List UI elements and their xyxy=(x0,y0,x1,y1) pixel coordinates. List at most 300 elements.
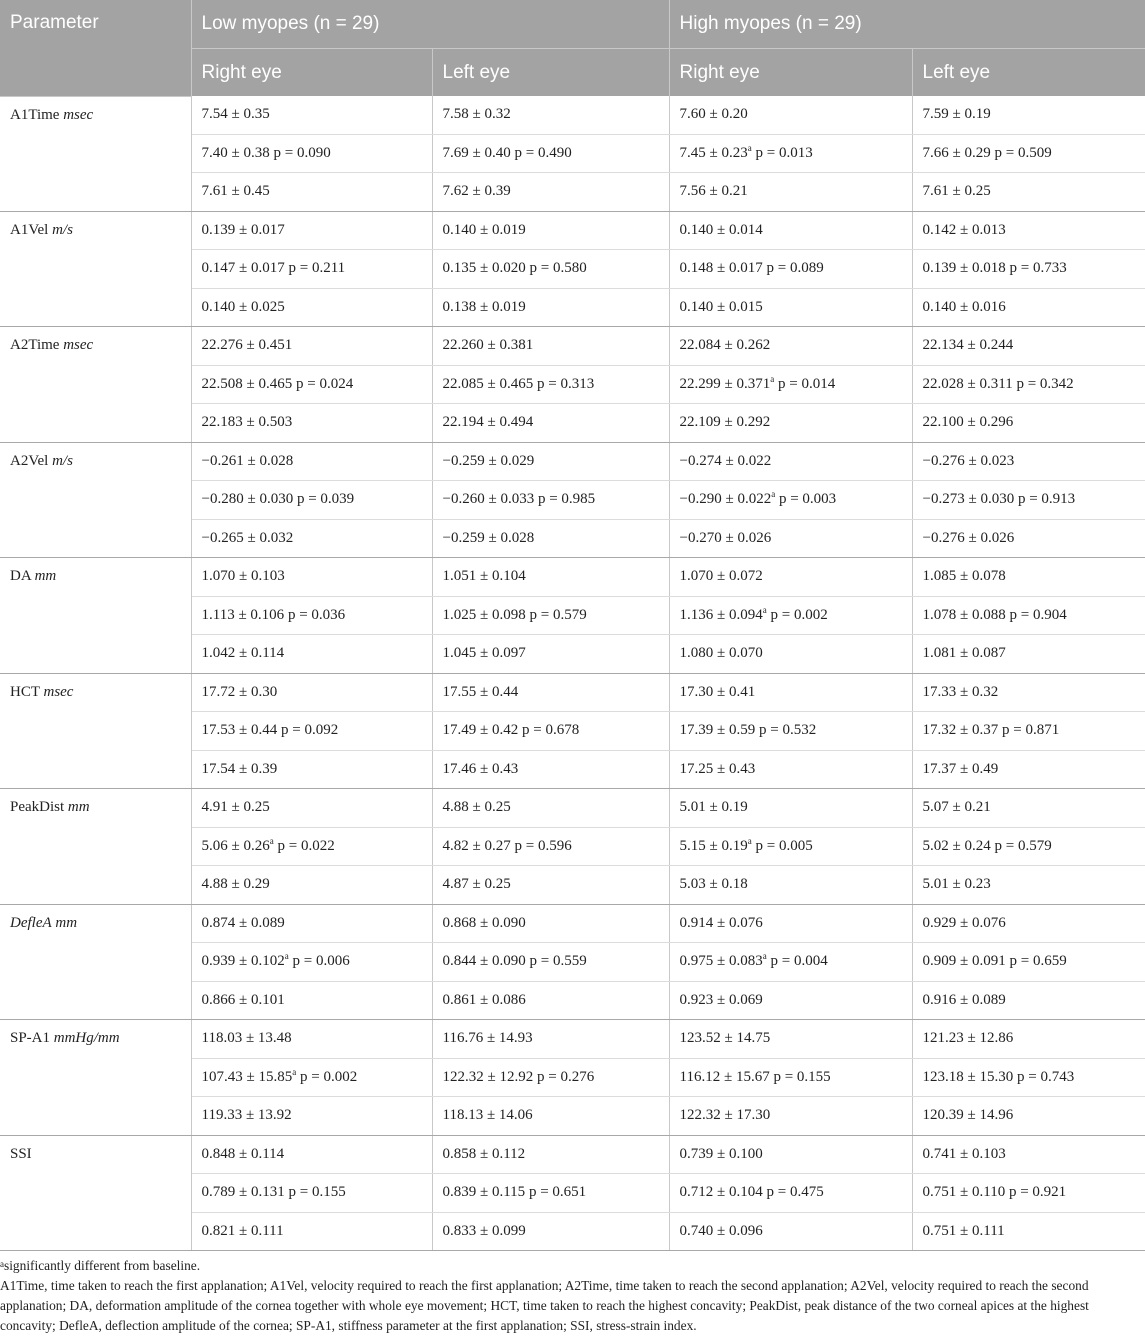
p-value: p = 0.580 xyxy=(529,260,587,277)
value-cell xyxy=(912,943,1145,982)
mean-sd-value: 0.741 ± 0.103 xyxy=(922,1145,1006,1162)
value-cell xyxy=(432,173,669,212)
value-cell xyxy=(912,1174,1145,1213)
mean-sd-value: 0.848 ± 0.114 xyxy=(201,1145,285,1162)
p-value: p = 0.342 xyxy=(1016,375,1074,392)
mean-sd-value: 116.12 ± 15.67 xyxy=(679,1068,770,1085)
p-value: p = 0.211 xyxy=(288,260,346,277)
parameter-name: A1Time xyxy=(10,106,60,123)
value-cell xyxy=(191,442,432,481)
mean-sd-value: 0.929 ± 0.076 xyxy=(922,914,1006,931)
p-value: p = 0.559 xyxy=(529,953,587,970)
value-cell xyxy=(669,750,912,789)
mean-sd-value: 4.82 ± 0.27 xyxy=(442,837,511,854)
mean-sd-value: −0.259 ± 0.029 xyxy=(442,452,535,469)
mean-sd-value: 7.62 ± 0.39 xyxy=(442,183,511,200)
value-cell xyxy=(432,558,669,597)
mean-sd-value: 17.25 ± 0.43 xyxy=(679,760,756,777)
value-cell xyxy=(912,1135,1145,1174)
high-left-eye-header: Left eye xyxy=(912,49,1145,97)
mean-sd-value: 7.45 ± 0.23 xyxy=(679,144,748,161)
mean-sd-value: −0.290 ± 0.022 xyxy=(679,491,772,508)
p-value: p = 0.004 xyxy=(770,953,828,970)
mean-sd-value: 7.59 ± 0.19 xyxy=(922,106,991,123)
value-cell xyxy=(912,1058,1145,1097)
value-cell xyxy=(912,904,1145,943)
mean-sd-value: −0.265 ± 0.032 xyxy=(201,529,294,546)
mean-sd-value: 0.139 ± 0.017 xyxy=(201,221,285,238)
value-cell xyxy=(669,635,912,674)
value-cell xyxy=(191,712,432,751)
p-value: p = 0.743 xyxy=(1017,1068,1075,1085)
p-value: p = 0.579 xyxy=(529,606,587,623)
mean-sd-value: 22.276 ± 0.451 xyxy=(201,337,293,354)
table-row xyxy=(0,211,1145,250)
mean-sd-value: 1.081 ± 0.087 xyxy=(922,645,1006,662)
parameter-name: A2Vel xyxy=(10,452,49,469)
parameter-cell xyxy=(0,211,191,327)
p-value: p = 0.002 xyxy=(770,606,828,623)
value-cell xyxy=(191,827,432,866)
mean-sd-value: 1.085 ± 0.078 xyxy=(922,568,1006,585)
value-cell xyxy=(191,943,432,982)
mean-sd-value: −0.276 ± 0.023 xyxy=(922,452,1015,469)
mean-sd-value: 17.46 ± 0.43 xyxy=(442,760,519,777)
significance-marker: a xyxy=(770,373,775,384)
table-body xyxy=(0,96,1145,1251)
table-row xyxy=(0,96,1145,134)
value-cell xyxy=(432,943,669,982)
mean-sd-value: 0.140 ± 0.015 xyxy=(679,298,763,315)
mean-sd-value: 0.866 ± 0.101 xyxy=(201,991,285,1008)
value-cell xyxy=(432,1212,669,1251)
parameter-unit: m/s xyxy=(52,221,73,238)
mean-sd-value: 0.923 ± 0.069 xyxy=(679,991,763,1008)
mean-sd-value: 1.113 ± 0.106 xyxy=(201,606,285,623)
p-value: p = 0.532 xyxy=(759,722,817,739)
value-cell xyxy=(432,288,669,327)
parameter-cell xyxy=(0,327,191,443)
value-cell xyxy=(191,404,432,443)
value-cell xyxy=(912,750,1145,789)
value-cell xyxy=(191,1058,432,1097)
mean-sd-value: 22.109 ± 0.292 xyxy=(679,414,771,431)
mean-sd-value: 4.88 ± 0.25 xyxy=(442,799,511,816)
parameter-cell xyxy=(0,904,191,1020)
value-cell xyxy=(432,827,669,866)
significance-marker: a xyxy=(762,604,767,615)
p-value: p = 0.509 xyxy=(994,144,1052,161)
mean-sd-value: 7.56 ± 0.21 xyxy=(679,183,748,200)
mean-sd-value: 0.139 ± 0.018 xyxy=(922,260,1006,277)
p-value: p = 0.921 xyxy=(1008,1184,1067,1201)
mean-sd-value: 0.858 ± 0.112 xyxy=(442,1145,526,1162)
value-cell xyxy=(191,1020,432,1059)
mean-sd-value: 17.54 ± 0.39 xyxy=(201,760,278,777)
mean-sd-value: 22.028 ± 0.311 xyxy=(922,375,1013,392)
mean-sd-value: 123.52 ± 14.75 xyxy=(679,1030,771,1047)
mean-sd-value: −0.260 ± 0.033 xyxy=(442,491,535,508)
mean-sd-value: 0.833 ± 0.099 xyxy=(442,1222,526,1239)
value-cell xyxy=(912,173,1145,212)
mean-sd-value: −0.276 ± 0.026 xyxy=(922,529,1015,546)
value-cell xyxy=(432,1174,669,1213)
value-cell xyxy=(669,288,912,327)
value-cell xyxy=(191,96,432,134)
value-cell xyxy=(912,481,1145,520)
p-value: p = 0.596 xyxy=(514,837,572,854)
parameter-name: DA xyxy=(10,568,31,584)
mean-sd-value: 17.32 ± 0.37 xyxy=(922,722,999,739)
p-value: p = 0.003 xyxy=(778,491,837,508)
value-cell xyxy=(669,904,912,943)
value-cell xyxy=(432,673,669,712)
value-cell xyxy=(191,673,432,712)
value-cell xyxy=(669,404,912,443)
mean-sd-value: 0.874 ± 0.089 xyxy=(201,914,285,931)
significance-marker: a xyxy=(284,951,289,962)
p-value: p = 0.155 xyxy=(288,1184,346,1201)
value-cell xyxy=(432,481,669,520)
mean-sd-value: 0.839 ± 0.115 xyxy=(442,1184,526,1201)
mean-sd-value: 4.88 ± 0.29 xyxy=(201,876,270,893)
value-cell xyxy=(912,250,1145,289)
low-myopes-header: Low myopes (n = 29) xyxy=(191,0,669,49)
high-right-eye-header: Right eye xyxy=(669,49,912,97)
mean-sd-value: 17.39 ± 0.59 xyxy=(679,722,756,739)
mean-sd-value: 0.789 ± 0.131 xyxy=(201,1184,285,1201)
mean-sd-value: 5.07 ± 0.21 xyxy=(922,799,991,816)
mean-sd-value: 0.821 ± 0.111 xyxy=(201,1222,284,1239)
value-cell xyxy=(432,635,669,674)
value-cell xyxy=(912,866,1145,905)
value-cell xyxy=(191,750,432,789)
mean-sd-value: 0.135 ± 0.020 xyxy=(442,260,526,277)
mean-sd-value: 1.080 ± 0.070 xyxy=(679,645,763,662)
p-value: p = 0.678 xyxy=(521,722,580,739)
value-cell xyxy=(912,442,1145,481)
mean-sd-value: −0.261 ± 0.028 xyxy=(201,452,294,469)
value-cell xyxy=(912,365,1145,404)
value-cell xyxy=(669,519,912,558)
value-cell xyxy=(669,442,912,481)
value-cell xyxy=(669,96,912,134)
table-row xyxy=(0,789,1145,828)
significance-marker: a xyxy=(292,1066,297,1077)
mean-sd-value: 1.078 ± 0.088 xyxy=(922,606,1006,623)
significance-marker: a xyxy=(269,835,274,846)
mean-sd-value: 17.53 ± 0.44 xyxy=(201,722,278,739)
parameter-name: A1Vel xyxy=(10,221,49,238)
value-cell xyxy=(669,789,912,828)
p-value: p = 0.155 xyxy=(773,1068,831,1085)
mean-sd-value: 0.975 ± 0.083 xyxy=(679,953,763,970)
value-cell xyxy=(912,288,1145,327)
value-cell xyxy=(669,827,912,866)
abbreviations-note: A1Time, time taken to reach the first applanation; A1Vel, velocity required to reach the first applanation; A2Time, time taken to reach the second applanation; A2Vel, velocity required to reach the second applanation; DA, deformation amplitude of the cornea together with whole eye movement; HCT, time taken to reach the highest concavity; PeakDist, peak distance of the two corneal apices at the highest concavity; DefleA, deflection amplitude of the cornea; SP-A1, stiffness parameter at the first applanation; SSI, stress-strain index. xyxy=(0,1278,1089,1333)
mean-sd-value: 1.045 ± 0.097 xyxy=(442,645,526,662)
mean-sd-value: 5.02 ± 0.24 xyxy=(922,837,991,854)
mean-sd-value: 0.142 ± 0.013 xyxy=(922,221,1006,238)
p-value: p = 0.579 xyxy=(994,837,1052,854)
parameter-cell xyxy=(0,1135,191,1251)
value-cell xyxy=(669,327,912,366)
value-cell xyxy=(912,134,1145,173)
mean-sd-value: 1.051 ± 0.104 xyxy=(442,568,526,585)
value-cell xyxy=(432,211,669,250)
value-cell xyxy=(912,519,1145,558)
mean-sd-value: 17.55 ± 0.44 xyxy=(442,683,519,700)
value-cell xyxy=(912,1020,1145,1059)
mean-sd-value: 7.69 ± 0.40 xyxy=(442,144,511,161)
mean-sd-value: 0.147 ± 0.017 xyxy=(201,260,285,277)
mean-sd-value: 0.751 ± 0.111 xyxy=(922,1222,1005,1239)
value-cell xyxy=(432,904,669,943)
value-cell xyxy=(669,1174,912,1213)
value-cell xyxy=(432,250,669,289)
mean-sd-value: 1.025 ± 0.098 xyxy=(442,606,526,623)
p-value: p = 0.985 xyxy=(537,491,596,508)
mean-sd-value: 7.60 ± 0.20 xyxy=(679,106,748,123)
table-row xyxy=(0,673,1145,712)
value-cell xyxy=(432,1097,669,1136)
parameter-name: HCT xyxy=(10,683,40,700)
p-value: p = 0.490 xyxy=(514,144,572,161)
mean-sd-value: 0.148 ± 0.017 xyxy=(679,260,763,277)
mean-sd-value: 17.37 ± 0.49 xyxy=(922,760,999,777)
p-value: p = 0.659 xyxy=(1009,953,1067,970)
mean-sd-value: 4.91 ± 0.25 xyxy=(201,799,270,816)
value-cell xyxy=(912,1212,1145,1251)
value-cell xyxy=(912,981,1145,1020)
value-cell xyxy=(669,173,912,212)
mean-sd-value: 5.06 ± 0.26 xyxy=(201,837,270,854)
mean-sd-value: 17.72 ± 0.30 xyxy=(201,683,278,700)
mean-sd-value: 0.739 ± 0.100 xyxy=(679,1145,763,1162)
significance-marker: a xyxy=(762,951,767,962)
mean-sd-value: 5.15 ± 0.19 xyxy=(679,837,748,854)
mean-sd-value: 0.914 ± 0.076 xyxy=(679,914,763,931)
mean-sd-value: 17.49 ± 0.42 xyxy=(442,722,519,739)
p-value: p = 0.039 xyxy=(296,491,355,508)
value-cell xyxy=(191,211,432,250)
value-cell xyxy=(191,1097,432,1136)
parameter-cell xyxy=(0,673,191,789)
value-cell xyxy=(912,96,1145,134)
mean-sd-value: 22.134 ± 0.244 xyxy=(922,337,1014,354)
p-value: p = 0.913 xyxy=(1017,491,1076,508)
mean-sd-value: 7.66 ± 0.29 xyxy=(922,144,991,161)
table-row xyxy=(0,442,1145,481)
value-cell xyxy=(669,134,912,173)
note-text: significantly different from baseline. xyxy=(4,1258,201,1273)
value-cell xyxy=(669,558,912,597)
mean-sd-value: 120.39 ± 14.96 xyxy=(922,1107,1014,1124)
mean-sd-value: 123.18 ± 15.30 xyxy=(922,1068,1014,1085)
mean-sd-value: 0.909 ± 0.091 xyxy=(922,953,1006,970)
mean-sd-value: 0.751 ± 0.110 xyxy=(922,1184,1006,1201)
parameter-name: PeakDist xyxy=(10,799,65,815)
value-cell xyxy=(669,211,912,250)
value-cell xyxy=(191,1135,432,1174)
p-value: p = 0.733 xyxy=(1009,260,1067,277)
value-cell xyxy=(912,596,1145,635)
mean-sd-value: 118.03 ± 13.48 xyxy=(201,1030,292,1047)
p-value: p = 0.871 xyxy=(1002,722,1060,739)
value-cell xyxy=(432,981,669,1020)
value-cell xyxy=(432,750,669,789)
p-value: p = 0.904 xyxy=(1009,606,1067,623)
p-value: p = 0.475 xyxy=(766,1184,824,1201)
value-cell xyxy=(432,1058,669,1097)
value-cell xyxy=(191,558,432,597)
mean-sd-value: 5.03 ± 0.18 xyxy=(679,876,748,893)
low-right-eye-header: Right eye xyxy=(191,49,432,97)
parameter-name: A2Time xyxy=(10,337,60,353)
value-cell xyxy=(432,866,669,905)
p-value: p = 0.002 xyxy=(299,1068,358,1085)
value-cell xyxy=(912,211,1145,250)
p-value: p = 0.024 xyxy=(295,375,354,392)
mean-sd-value: 0.140 ± 0.025 xyxy=(201,298,285,315)
value-cell xyxy=(669,981,912,1020)
p-value: p = 0.651 xyxy=(528,1184,587,1201)
p-value: p = 0.014 xyxy=(778,375,836,392)
parameter-cell xyxy=(0,96,191,211)
value-cell xyxy=(432,365,669,404)
mean-sd-value: 1.136 ± 0.094 xyxy=(679,606,763,623)
mean-sd-value: 122.32 ± 17.30 xyxy=(679,1107,771,1124)
value-cell xyxy=(432,1020,669,1059)
p-value: p = 0.005 xyxy=(755,837,813,854)
value-cell xyxy=(912,558,1145,597)
p-value: p = 0.090 xyxy=(273,144,331,161)
mean-sd-value: 121.23 ± 12.86 xyxy=(922,1030,1014,1047)
mean-sd-value: 22.084 ± 0.262 xyxy=(679,337,771,354)
mean-sd-value: 4.87 ± 0.25 xyxy=(442,876,511,893)
mean-sd-value: 0.140 ± 0.019 xyxy=(442,221,526,238)
value-cell xyxy=(191,250,432,289)
mean-sd-value: 118.13 ± 14.06 xyxy=(442,1107,533,1124)
value-cell xyxy=(191,288,432,327)
mean-sd-value: 7.54 ± 0.35 xyxy=(201,106,270,123)
p-value: p = 0.006 xyxy=(292,953,350,970)
high-myopes-header: High myopes (n = 29) xyxy=(669,0,1145,49)
value-cell xyxy=(669,1058,912,1097)
value-cell xyxy=(432,134,669,173)
mean-sd-value: 0.916 ± 0.089 xyxy=(922,991,1006,1008)
value-cell xyxy=(912,673,1145,712)
mean-sd-value: 0.939 ± 0.102 xyxy=(201,953,285,970)
p-value: p = 0.022 xyxy=(277,837,335,854)
mean-sd-value: 0.138 ± 0.019 xyxy=(442,298,526,315)
value-cell xyxy=(669,1212,912,1251)
low-left-eye-header: Left eye xyxy=(432,49,669,97)
value-cell xyxy=(669,596,912,635)
note-marker: a xyxy=(0,1259,4,1269)
mean-sd-value: 0.861 ± 0.086 xyxy=(442,991,526,1008)
value-cell xyxy=(432,96,669,134)
table-row xyxy=(0,327,1145,366)
value-cell xyxy=(191,1212,432,1251)
value-cell xyxy=(191,481,432,520)
parameter-unit: mm xyxy=(67,799,90,815)
mean-sd-value: 22.508 ± 0.465 xyxy=(201,375,293,392)
p-value: p = 0.092 xyxy=(280,722,339,739)
value-cell xyxy=(191,789,432,828)
mean-sd-value: 22.183 ± 0.503 xyxy=(201,414,293,431)
value-cell xyxy=(191,596,432,635)
parameter-unit: mm xyxy=(55,914,78,931)
value-cell xyxy=(432,519,669,558)
parameter-name: SSI xyxy=(10,1145,32,1162)
p-value: p = 0.036 xyxy=(287,606,346,623)
parameter-name: DefleA xyxy=(10,914,52,931)
value-cell xyxy=(912,712,1145,751)
value-cell xyxy=(191,1174,432,1213)
mean-sd-value: 122.32 ± 12.92 xyxy=(442,1068,534,1085)
parameter-unit: msec xyxy=(63,106,94,123)
parameter-unit: mmHg/mm xyxy=(53,1030,120,1046)
value-cell xyxy=(669,1097,912,1136)
parameter-cell xyxy=(0,1020,191,1136)
value-cell xyxy=(669,712,912,751)
value-cell xyxy=(912,789,1145,828)
value-cell xyxy=(669,1135,912,1174)
mean-sd-value: 5.01 ± 0.19 xyxy=(679,799,748,816)
mean-sd-value: −0.280 ± 0.030 xyxy=(201,491,294,508)
mean-sd-value: 17.30 ± 0.41 xyxy=(679,683,756,700)
mean-sd-value: 7.61 ± 0.45 xyxy=(201,183,270,200)
table-row xyxy=(0,1135,1145,1174)
significance-marker: a xyxy=(771,489,776,500)
value-cell xyxy=(912,635,1145,674)
value-cell xyxy=(669,1020,912,1059)
mean-sd-value: 0.140 ± 0.014 xyxy=(679,221,763,238)
value-cell xyxy=(191,519,432,558)
table-row xyxy=(0,558,1145,597)
value-cell xyxy=(432,789,669,828)
mean-sd-value: 107.43 ± 15.85 xyxy=(201,1068,293,1085)
significance-marker: a xyxy=(747,835,752,846)
parameter-cell xyxy=(0,558,191,674)
value-cell xyxy=(669,250,912,289)
parameter-unit: msec xyxy=(63,337,94,353)
mean-sd-value: 22.194 ± 0.494 xyxy=(442,414,534,431)
mean-sd-value: −0.274 ± 0.022 xyxy=(679,452,772,469)
table-row xyxy=(0,1020,1145,1059)
mean-sd-value: 0.844 ± 0.090 xyxy=(442,953,526,970)
p-value: p = 0.013 xyxy=(755,144,813,161)
significance-marker: a xyxy=(747,142,752,153)
table-footnotes xyxy=(0,1256,1140,1336)
parameter-unit: m/s xyxy=(52,452,73,469)
value-cell xyxy=(432,327,669,366)
parameter-unit: mm xyxy=(34,568,57,584)
value-cell xyxy=(912,327,1145,366)
value-cell xyxy=(432,442,669,481)
significance-note xyxy=(0,1256,1140,1276)
value-cell xyxy=(432,596,669,635)
mean-sd-value: 7.40 ± 0.38 xyxy=(201,144,270,161)
mean-sd-value: 0.740 ± 0.096 xyxy=(679,1222,763,1239)
value-cell xyxy=(912,1097,1145,1136)
mean-sd-value: 1.070 ± 0.072 xyxy=(679,568,763,585)
value-cell xyxy=(432,712,669,751)
mean-sd-value: 22.085 ± 0.465 xyxy=(442,375,534,392)
value-cell xyxy=(669,365,912,404)
mean-sd-value: 116.76 ± 14.93 xyxy=(442,1030,533,1047)
